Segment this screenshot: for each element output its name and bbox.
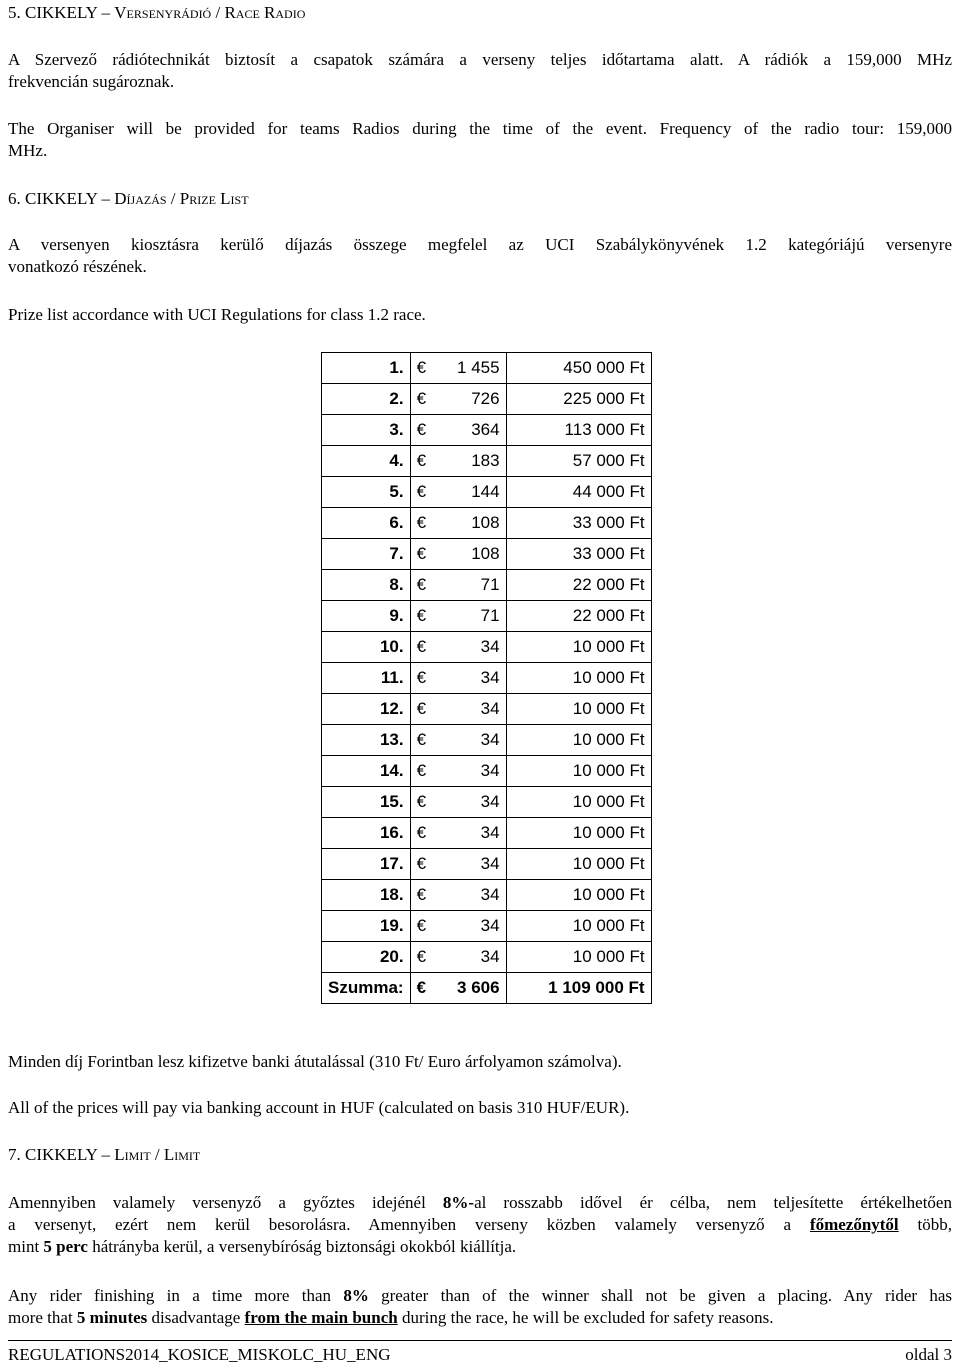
eur-cell (410, 756, 506, 787)
text-run: al rosszabb idővel ér célba, nem teljesítette értékelhetően (474, 1193, 952, 1212)
place-cell: 7. (322, 539, 411, 570)
eur-cell (410, 415, 506, 446)
place-cell: 12. (322, 694, 411, 725)
prize-row (322, 508, 652, 539)
paragraph-line: The Organiser will be provided for teams Radios during the time of the event. Frequency of the radio tour: 159,000 (8, 119, 952, 138)
eur-cell (410, 570, 506, 601)
eur-amount: 108 (471, 513, 500, 532)
paragraph-line (8, 1214, 952, 1236)
euro-icon: € (416, 885, 427, 904)
prize-row (322, 942, 652, 973)
place-cell: 4. (322, 446, 411, 477)
eur-cell (410, 663, 506, 694)
huf-cell: 225 000 Ft (506, 384, 651, 415)
eur-amount: 108 (471, 544, 500, 563)
payment-note-hu: Minden díj Forintban lesz kifizetve banki átutalással (310 Ft/ Euro árfolyamon számolva). (8, 1052, 622, 1071)
place-cell: 19. (322, 911, 411, 942)
prize-row (322, 880, 652, 911)
text-run-bold: 8%- (442, 1193, 475, 1212)
eur-cell (410, 384, 506, 415)
place-cell: 14. (322, 756, 411, 787)
prize-row (322, 787, 652, 818)
eur-amount: 34 (480, 761, 500, 780)
footer-page-number: oldal 3 (905, 1345, 952, 1364)
huf-cell: 33 000 Ft (506, 539, 651, 570)
text-run: Any rider finishing in a time more than (8, 1286, 344, 1305)
paragraph-line (8, 1236, 952, 1258)
huf-cell: 10 000 Ft (506, 632, 651, 663)
euro-icon: € (416, 637, 427, 656)
prize-row (322, 818, 652, 849)
text-run-bold-underline: főmezőnytől (809, 1215, 899, 1234)
eur-cell (410, 539, 506, 570)
section-5-hu-paragraph (8, 49, 952, 93)
prize-row (322, 694, 652, 725)
huf-cell: 44 000 Ft (506, 477, 651, 508)
section-6-en-paragraph: Prize list accordance with UCI Regulations for class 1.2 race. (8, 305, 426, 324)
place-cell: Szumma: (322, 973, 411, 1004)
paragraph-line: A versenyen kiosztásra kerülő díjazás összege megfelel az UCI Szabálykönyvének 1.2 kategóriájú versenyre (8, 235, 952, 254)
prize-row (322, 384, 652, 415)
section-6-number: 6. CIKKELY – (8, 189, 115, 208)
eur-cell (410, 849, 506, 880)
eur-amount: 726 (471, 389, 500, 408)
eur-cell (410, 818, 506, 849)
eur-cell (410, 725, 506, 756)
place-cell: 11. (322, 663, 411, 694)
huf-cell: 33 000 Ft (506, 508, 651, 539)
eur-cell (410, 632, 506, 663)
huf-cell: 10 000 Ft (506, 756, 651, 787)
section-5-en-paragraph (8, 118, 952, 162)
section-6-heading (8, 188, 249, 210)
eur-amount: 1 455 (457, 358, 500, 377)
place-cell: 20. (322, 942, 411, 973)
prize-total-row (322, 973, 652, 1004)
eur-amount: 34 (480, 699, 500, 718)
eur-cell (410, 601, 506, 632)
section-7-number: 7. CIKKELY – (8, 1145, 115, 1164)
text-run-bold-underline: from the main bunch (244, 1308, 398, 1327)
eur-amount: 34 (480, 668, 500, 687)
euro-icon: € (416, 761, 427, 780)
text-run: Amennyiben valamely versenyző a győztes idejénél (8, 1193, 443, 1212)
eur-cell (410, 880, 506, 911)
section-7-title: Limit / Limit (114, 1145, 201, 1164)
eur-cell (410, 911, 506, 942)
prize-row (322, 570, 652, 601)
euro-icon: € (416, 947, 427, 966)
huf-cell: 10 000 Ft (506, 694, 651, 725)
place-cell: 8. (322, 570, 411, 601)
text-run-bold: 8% (343, 1286, 369, 1305)
paragraph-line (8, 1285, 952, 1307)
section-5-number: 5. CIKKELY – (8, 3, 115, 22)
huf-cell: 22 000 Ft (506, 570, 651, 601)
prize-row (322, 446, 652, 477)
paragraph-line: A Szervező rádiótechnikát biztosít a csapatok számára a verseny teljes időtartama alatt. A rádiók a 159,000 MHz (8, 50, 952, 69)
paragraph-line: MHz. (8, 141, 48, 160)
section-5-title: Versenyrádió / Race Radio (114, 3, 306, 22)
eur-amount: 34 (480, 637, 500, 656)
huf-cell: 1 109 000 Ft (506, 973, 651, 1004)
euro-icon: € (416, 792, 427, 811)
eur-amount: 144 (471, 482, 500, 501)
prize-row (322, 539, 652, 570)
place-cell: 16. (322, 818, 411, 849)
text-run: mint (8, 1237, 44, 1256)
eur-cell (410, 973, 506, 1004)
prize-row (322, 725, 652, 756)
eur-amount: 34 (480, 947, 500, 966)
huf-cell: 10 000 Ft (506, 911, 651, 942)
eur-amount: 34 (480, 792, 500, 811)
huf-cell: 22 000 Ft (506, 601, 651, 632)
section-6-title: Díjazás / Prize List (114, 189, 249, 208)
euro-icon: € (416, 420, 427, 439)
huf-cell: 10 000 Ft (506, 663, 651, 694)
prize-row (322, 911, 652, 942)
prize-row (322, 756, 652, 787)
eur-cell (410, 787, 506, 818)
place-cell: 2. (322, 384, 411, 415)
eur-amount: 34 (480, 730, 500, 749)
eur-amount: 3 606 (457, 978, 500, 997)
euro-icon: € (416, 544, 427, 563)
place-cell: 1. (322, 353, 411, 384)
eur-amount: 183 (471, 451, 500, 470)
place-cell: 6. (322, 508, 411, 539)
prize-row (322, 663, 652, 694)
euro-icon: € (416, 978, 427, 997)
eur-amount: 34 (480, 823, 500, 842)
prize-table-body (322, 353, 652, 1004)
prize-row (322, 477, 652, 508)
euro-icon: € (416, 668, 427, 687)
euro-icon: € (416, 482, 427, 501)
huf-cell: 450 000 Ft (506, 353, 651, 384)
section-7-hu-paragraph (8, 1192, 952, 1258)
paragraph-line (8, 1307, 952, 1329)
place-cell: 9. (322, 601, 411, 632)
huf-cell: 10 000 Ft (506, 725, 651, 756)
text-run: greater than of the winner shall not be given a placing. Any rider has (368, 1286, 953, 1305)
text-run-bold: 5 perc (43, 1237, 88, 1256)
euro-icon: € (416, 358, 427, 377)
prize-row (322, 415, 652, 446)
prize-row (322, 353, 652, 384)
prize-row (322, 601, 652, 632)
huf-cell: 113 000 Ft (506, 415, 651, 446)
euro-icon: € (416, 575, 427, 594)
paragraph-line: frekvencián sugároznak. (8, 72, 175, 91)
eur-cell (410, 508, 506, 539)
huf-cell: 57 000 Ft (506, 446, 651, 477)
place-cell: 13. (322, 725, 411, 756)
prize-row (322, 849, 652, 880)
text-run: disadvantage (147, 1308, 245, 1327)
eur-amount: 34 (480, 916, 500, 935)
huf-cell: 10 000 Ft (506, 818, 651, 849)
paragraph-line: vonatkozó részének. (8, 257, 147, 276)
euro-icon: € (416, 513, 427, 532)
eur-cell (410, 446, 506, 477)
huf-cell: 10 000 Ft (506, 880, 651, 911)
place-cell: 15. (322, 787, 411, 818)
eur-cell (410, 942, 506, 973)
place-cell: 10. (322, 632, 411, 663)
huf-cell: 10 000 Ft (506, 849, 651, 880)
section-5-heading (8, 2, 305, 24)
euro-icon: € (416, 730, 427, 749)
eur-cell (410, 353, 506, 384)
text-run: more that (8, 1308, 77, 1327)
eur-cell (410, 477, 506, 508)
footer-document-name: REGULATIONS2014_KOSICE_MISKOLC_HU_ENG (8, 1345, 391, 1364)
place-cell: 5. (322, 477, 411, 508)
eur-amount: 71 (480, 606, 500, 625)
text-run: hátrányba kerül, a versenybíróság biztonsági okokból kiállítja. (87, 1237, 517, 1256)
section-6-hu-paragraph (8, 234, 952, 278)
euro-icon: € (416, 854, 427, 873)
euro-icon: € (416, 389, 427, 408)
eur-amount: 71 (480, 575, 500, 594)
euro-icon: € (416, 699, 427, 718)
paragraph-line (8, 1192, 952, 1214)
eur-amount: 364 (471, 420, 500, 439)
section-7-en-paragraph (8, 1285, 952, 1329)
footer-divider (8, 1340, 952, 1341)
section-7-heading (8, 1144, 200, 1166)
place-cell: 3. (322, 415, 411, 446)
payment-note-en: All of the prices will pay via banking account in HUF (calculated on basis 310 HUF/EUR). (8, 1098, 630, 1117)
euro-icon: € (416, 606, 427, 625)
eur-amount: 34 (480, 854, 500, 873)
text-run-bold: 5 minutes (76, 1308, 148, 1327)
eur-amount: 34 (480, 885, 500, 904)
text-run: a versenyt, ezért nem kerül besorolásra. Amennyiben verseny közben valamely versenyző a (8, 1215, 810, 1234)
eur-cell (410, 694, 506, 725)
euro-icon: € (416, 451, 427, 470)
place-cell: 17. (322, 849, 411, 880)
euro-icon: € (416, 916, 427, 935)
euro-icon: € (416, 823, 427, 842)
text-run: during the race, he will be excluded for safety reasons. (397, 1308, 774, 1327)
huf-cell: 10 000 Ft (506, 787, 651, 818)
prize-row (322, 632, 652, 663)
huf-cell: 10 000 Ft (506, 942, 651, 973)
prize-table (321, 352, 652, 1004)
text-run: több, (898, 1215, 952, 1234)
place-cell: 18. (322, 880, 411, 911)
